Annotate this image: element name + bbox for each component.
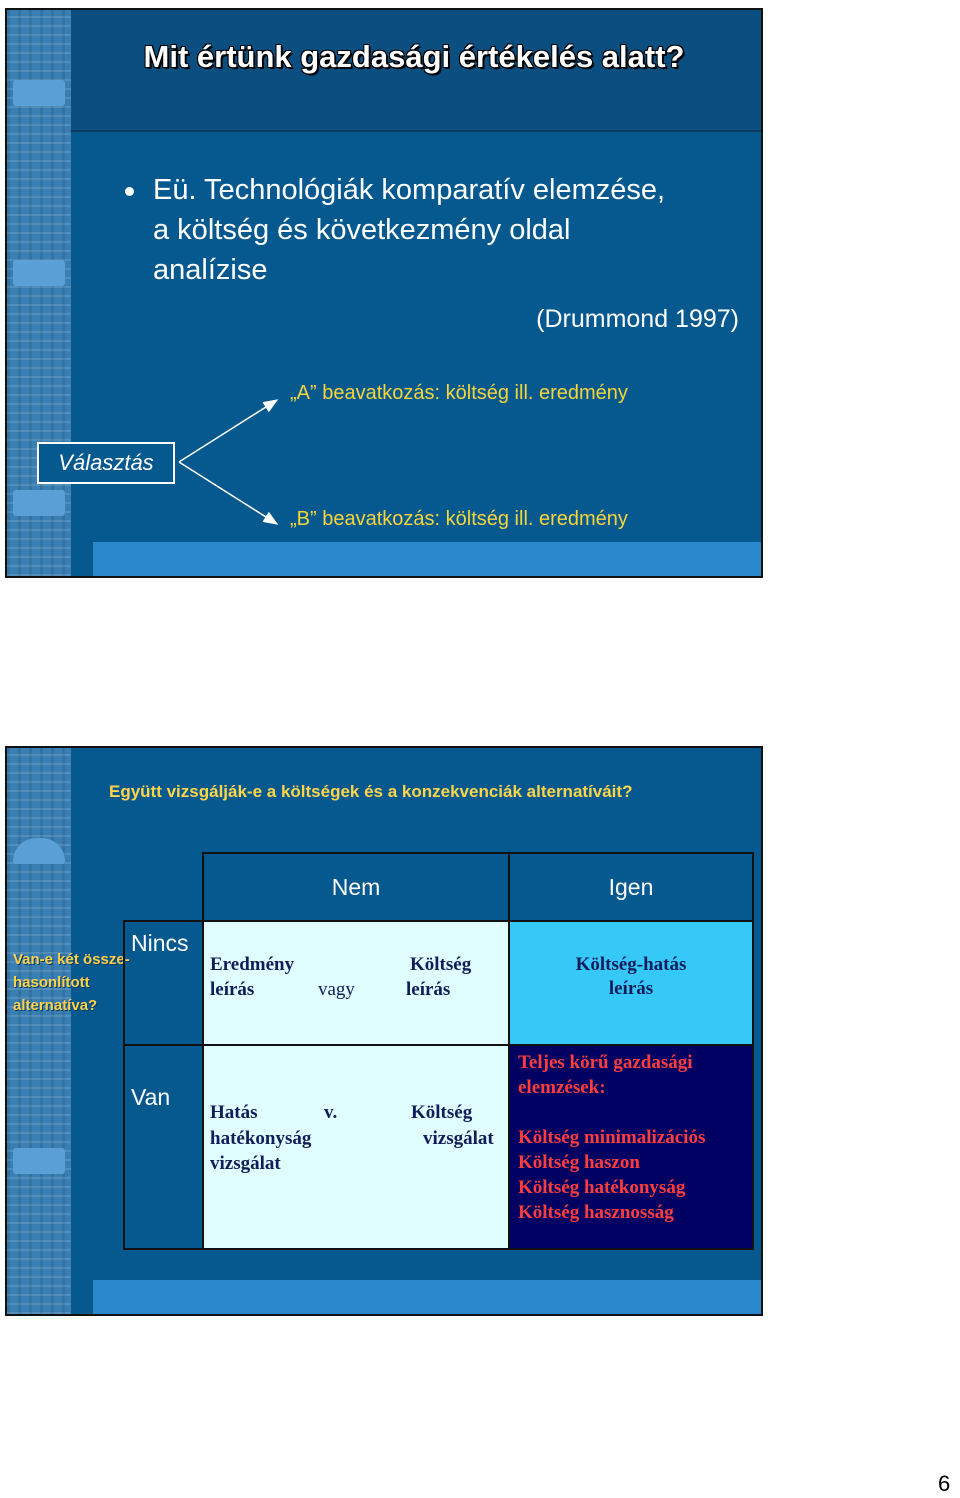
cell-text: leírás — [406, 979, 451, 1000]
slide-question: Együtt vizsgálják-e a költségek és a konzekvenciák alternatíváit? — [109, 782, 633, 801]
analysis-type-item: Költség haszon — [518, 1152, 640, 1173]
row-label-van-text: Van — [131, 1084, 171, 1110]
cell-heading: Teljes körű gazdasági — [518, 1052, 693, 1073]
option-b-text: „B” beavatkozás: költség ill. eredmény — [290, 508, 628, 530]
slide-title: Mit értünk gazdasági értékelés alatt? — [143, 39, 685, 74]
page-number: 6 — [938, 1471, 951, 1496]
bottom-band — [93, 1280, 761, 1314]
slide-2 — [5, 746, 763, 1316]
slide-1 — [5, 8, 763, 578]
row-label-van — [124, 1045, 203, 1249]
cell-nincs-igen — [509, 921, 753, 1045]
bottom-band — [93, 542, 761, 576]
cell-text: leírás — [608, 978, 654, 999]
cell-text: vagy — [318, 979, 355, 1000]
cell-text: Hatás — [210, 1102, 258, 1123]
cell-van-igen — [509, 1045, 753, 1249]
row-label-nincs — [124, 921, 203, 1045]
cell-heading: elemzések: — [518, 1077, 606, 1098]
cell-text: hatékonyság — [210, 1128, 312, 1149]
decorative-strip — [7, 748, 71, 1314]
side-question: Van-e két össze-hasonlított alternatíva? — [13, 951, 130, 1014]
analysis-matrix — [123, 852, 754, 1250]
analysis-type-item: Költség hatékonyság — [518, 1177, 686, 1198]
cell-text: vizsgálat — [210, 1153, 281, 1174]
col-header-igen: Igen — [509, 853, 753, 921]
bullet-line-3: analízise — [153, 254, 268, 286]
bullet-line-2: a költség és következmény oldal — [153, 214, 571, 246]
analysis-type-item: Költség hasznosság — [518, 1202, 674, 1223]
cell-text: Költség-hatás — [575, 954, 687, 975]
cell-text: Költség — [411, 1102, 473, 1123]
analysis-type-item: Költség minimalizációs — [518, 1127, 706, 1148]
cell-van-nem — [203, 1045, 509, 1249]
choice-arrows — [7, 10, 763, 578]
option-a-text: „A” beavatkozás: költség ill. eredmény — [290, 382, 628, 404]
arrow-to-a — [179, 400, 277, 462]
row-label-nincs-text: Nincs — [131, 930, 189, 956]
cell-text: vizsgálat — [423, 1128, 494, 1149]
arrow-to-b — [179, 462, 277, 524]
cell-text: Eredmény — [210, 954, 295, 975]
cell-text: v. — [324, 1102, 338, 1123]
cell-nincs-nem — [203, 921, 509, 1045]
bullet-line-1: Eü. Technológiák komparatív elemzése, — [153, 174, 666, 206]
col-header-nem: Nem — [203, 853, 509, 921]
citation: (Drummond 1997) — [536, 305, 739, 333]
matrix-corner — [124, 853, 203, 921]
cell-text: Költség — [410, 954, 472, 975]
cell-text: leírás — [210, 979, 255, 1000]
choice-box: Választás — [37, 442, 175, 484]
